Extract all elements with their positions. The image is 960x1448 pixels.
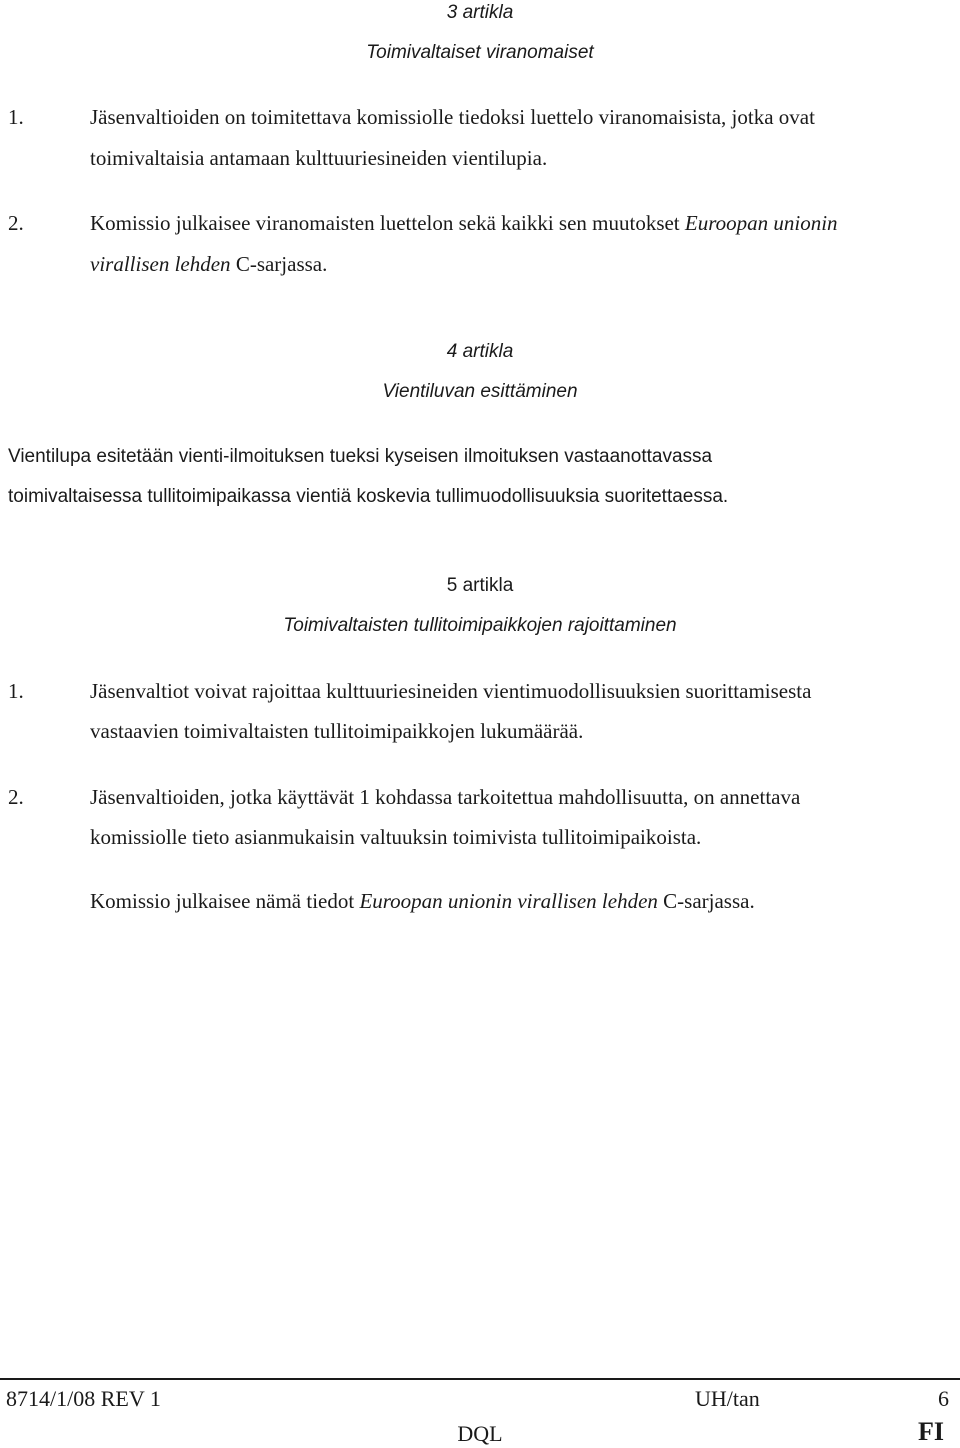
- article-3-heading: 3 artikla: [446, 2, 514, 23]
- journal-name-part-2: virallisen lehden: [90, 252, 231, 276]
- article-5-paragraph-1-number: 1.: [8, 679, 24, 703]
- article-3-paragraph-2-text-a: Komissio julkaisee viranomaisten luettelon sekä kaikki sen muutokset: [90, 211, 685, 235]
- article-5-paragraph-3-text-c: C-sarjassa.: [657, 889, 755, 913]
- article-3-paragraph-2-number: 2.: [8, 211, 24, 235]
- article-3-paragraph-2-text-b: C-sarjassa.: [230, 252, 328, 276]
- article-5-paragraph-2-number: 2.: [8, 785, 24, 809]
- document-reference: 8714/1/08 REV 1: [6, 1386, 161, 1411]
- article-4-heading: 4 artikla: [446, 341, 514, 362]
- journal-name-part-1: Euroopan unionin: [684, 211, 838, 235]
- department-code: DQL: [457, 1421, 503, 1446]
- article-3-paragraph-2-line-2: [90, 251, 327, 277]
- article-5-title: Toimivaltaisten tullitoimipaikkojen rajoittaminen: [283, 615, 677, 636]
- article-4-title: Vientiluvan esittäminen: [382, 381, 578, 402]
- article-5-paragraph-1-line-2: vastaavien toimivaltaisten tullitoimipaikkojen lukumäärää.: [90, 719, 584, 743]
- page-number: 6: [938, 1386, 949, 1411]
- article-5-paragraph-2-line-2: komissiolle tieto asianmukaisin valtuuksin toimivista tullitoimipaikoista.: [90, 825, 702, 849]
- article-4-line-2: toimivaltaisessa tullitoimipaikassa vientiä koskevia tullimuodollisuuksia suoritettaessa.: [8, 486, 729, 507]
- article-5-paragraph-1-line-1: Jäsenvaltiot voivat rajoittaa kulttuuriesineiden vientimuodollisuuksien suorittamisesta: [90, 679, 812, 703]
- article-5-paragraph-3-text-a: Komissio julkaisee nämä tiedot: [90, 889, 360, 913]
- article-4-line-1: Vientilupa esitetään vienti-ilmoituksen tueksi kyseisen ilmoituksen vastaanottavassa: [8, 446, 713, 467]
- author-initials: UH/tan: [695, 1386, 760, 1411]
- language-code: FI: [918, 1417, 944, 1446]
- article-3-title: Toimivaltaiset viranomaiset: [366, 42, 594, 63]
- article-3-paragraph-1-line-1: Jäsenvaltioiden on toimitettava komissiolle tiedoksi luettelo viranomaisista, jotka ovat: [90, 105, 815, 129]
- article-5-heading: 5 artikla: [446, 575, 514, 596]
- footer-rule: [0, 1378, 960, 1380]
- article-3-paragraph-1-number: 1.: [8, 105, 24, 129]
- article-3-paragraph-1-line-2: toimivaltaisia antamaan kulttuuriesineiden vientilupia.: [90, 146, 548, 170]
- article-5-paragraph-3: [90, 888, 755, 914]
- article-3-paragraph-2-line-1: [90, 210, 838, 236]
- journal-name: Euroopan unionin virallisen lehden: [359, 889, 658, 913]
- article-5-paragraph-2-line-1: Jäsenvaltioiden, jotka käyttävät 1 kohdassa tarkoitettua mahdollisuutta, on annettava: [90, 785, 801, 809]
